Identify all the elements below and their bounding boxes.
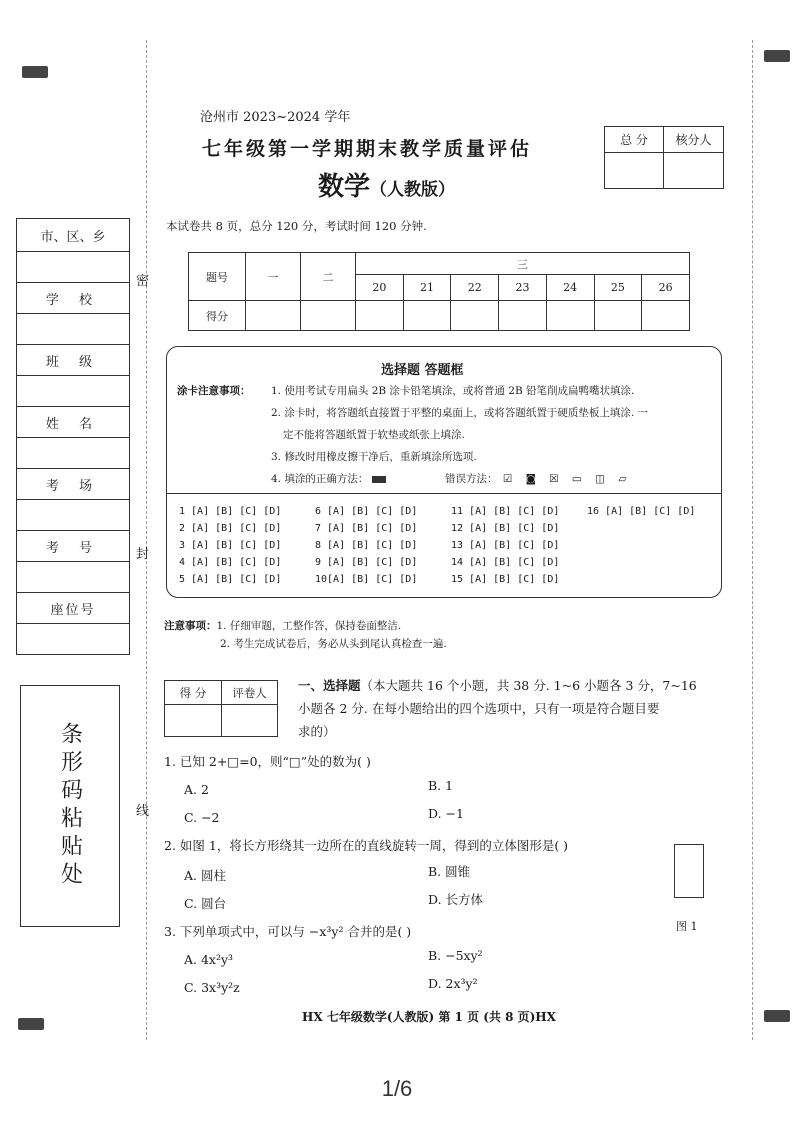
- defen-label: 得分: [189, 301, 246, 331]
- grader-box: [164, 680, 278, 737]
- field-school: 学 校: [17, 283, 129, 314]
- field-seat-input[interactable]: [17, 624, 129, 655]
- right-margin-line: [752, 40, 753, 1040]
- grader-reviewer-label: 评卷人: [222, 681, 278, 705]
- field-name-input[interactable]: [17, 438, 129, 469]
- bubble-row[interactable]: 5 [A] [B] [C] [D]: [179, 574, 282, 585]
- part2-label: 二: [301, 253, 356, 301]
- field-school-input[interactable]: [17, 314, 129, 345]
- field-region: 市、区、乡: [17, 219, 129, 252]
- exam-info: 本试卷共 8 页，总分 120 分，考试时间 120 分钟.: [166, 219, 427, 233]
- section1-line3: 求的）: [298, 724, 336, 739]
- q1-option-d[interactable]: D. −1: [428, 806, 464, 821]
- sub-25: 25: [594, 275, 642, 301]
- bubble-row[interactable]: 13 [A] [B] [C] [D]: [451, 540, 560, 551]
- registration-mark: [764, 50, 790, 62]
- barcode-area: [20, 685, 120, 927]
- bubble-row[interactable]: 12 [A] [B] [C] [D]: [451, 523, 560, 534]
- q2-option-c[interactable]: C. 圆台: [184, 896, 227, 911]
- bubble-row[interactable]: 3 [A] [B] [C] [D]: [179, 540, 282, 551]
- city-year: 沧州市 2023~2024 学年: [200, 110, 351, 125]
- rule-4-text: 4. 填涂的正确方法：: [271, 473, 369, 485]
- wrong-slash-icon: ▱: [618, 473, 627, 485]
- rule-3: 3. 修改时用橡皮擦干净后，重新填涂所选项.: [271, 451, 477, 463]
- question-2: 2. 如图 1，将长方形绕其一边所在的直线旋转一周，得到的立体图形是( ): [164, 838, 569, 853]
- bubble-col-2: [315, 503, 417, 588]
- score-cell[interactable]: [499, 301, 547, 331]
- figure-1-rectangle: [674, 844, 704, 898]
- bubble-row[interactable]: 1 [A] [B] [C] [D]: [179, 506, 282, 517]
- bubble-col-1: [179, 503, 281, 588]
- q3-option-d[interactable]: D. 2x³y²: [428, 976, 478, 991]
- score-cell[interactable]: [451, 301, 499, 331]
- figure-1-label: 图 1: [676, 920, 698, 933]
- question-1: 1. 已知 2+□=0，则“□”处的数为( ): [164, 754, 371, 769]
- q3-option-c[interactable]: C. 3x³y²z: [184, 980, 240, 995]
- bubble-row[interactable]: 4 [A] [B] [C] [D]: [179, 557, 282, 568]
- grader-reviewer-input[interactable]: [222, 705, 278, 737]
- correct-fill-sample: [372, 476, 386, 483]
- section1-line2: 小题各 2 分. 在每小题给出的四个选项中，只有一项是符合题目要: [298, 701, 660, 716]
- score-cell[interactable]: [546, 301, 594, 331]
- answer-box-divider: [167, 493, 721, 494]
- note-1: 1. 仔细审题，工整作答，保持卷面整洁.: [216, 620, 402, 632]
- field-class: 班 级: [17, 345, 129, 376]
- bubble-row[interactable]: 6 [A] [B] [C] [D]: [315, 506, 418, 517]
- bubble-row[interactable]: 10[A] [B] [C] [D]: [315, 574, 418, 585]
- notes-label: 注意事项：: [164, 620, 217, 632]
- answer-box-rule-label: 涂卡注意事项：: [177, 385, 251, 397]
- q2-option-a[interactable]: A. 圆柱: [184, 868, 226, 883]
- section1-head: 一、选择题: [298, 678, 361, 693]
- grader-score-input[interactable]: [165, 705, 222, 737]
- bubble-row[interactable]: 8 [A] [B] [C] [D]: [315, 540, 418, 551]
- score-cell[interactable]: [403, 301, 451, 331]
- score-cell[interactable]: [356, 301, 404, 331]
- wrong-label: 错误方法：: [445, 473, 498, 485]
- bubble-row[interactable]: 14 [A] [B] [C] [D]: [451, 557, 560, 568]
- seal-char-feng: 封: [136, 547, 150, 562]
- bubble-col-3: [451, 503, 559, 588]
- edition: （人教版）: [370, 180, 456, 200]
- field-exam-room-input[interactable]: [17, 500, 129, 531]
- q1-option-a[interactable]: A. 2: [184, 782, 209, 797]
- bubble-row[interactable]: 15 [A] [B] [C] [D]: [451, 574, 560, 585]
- score-cell[interactable]: [301, 301, 356, 331]
- subject-title: [318, 166, 455, 203]
- q3-option-b[interactable]: B. −5xy²: [428, 948, 483, 963]
- field-name: 姓 名: [17, 407, 129, 438]
- score-cell[interactable]: [246, 301, 301, 331]
- q1-option-c[interactable]: C. −2: [184, 810, 220, 825]
- sub-20: 20: [356, 275, 404, 301]
- wrong-bracket-icon: ◫: [595, 473, 606, 485]
- seal-line: [146, 40, 147, 1040]
- notes: [164, 616, 401, 636]
- registration-mark: [18, 1018, 44, 1030]
- grader-score-label: 得 分: [165, 681, 222, 705]
- field-exam-room: 考 场: [17, 469, 129, 500]
- rule-4: [271, 469, 386, 489]
- q1-option-b[interactable]: B. 1: [428, 778, 454, 793]
- section1-line1: [298, 676, 697, 694]
- q2-option-b[interactable]: B. 圆锥: [428, 864, 471, 879]
- part1-label: 一: [246, 253, 301, 301]
- bubble-row[interactable]: 9 [A] [B] [C] [D]: [315, 557, 418, 568]
- bubble-row[interactable]: 16 [A] [B] [C] [D]: [587, 506, 696, 517]
- bubble-row[interactable]: 2 [A] [B] [C] [D]: [179, 523, 282, 534]
- barcode-label: 条形码粘贴处: [57, 722, 83, 890]
- student-info-panel: [16, 218, 130, 655]
- seal-char-xian: 线: [136, 804, 150, 819]
- sub-21: 21: [403, 275, 451, 301]
- bubble-row[interactable]: 11 [A] [B] [C] [D]: [451, 506, 560, 517]
- sub-26: 26: [642, 275, 690, 301]
- rule-1: 1. 使用考试专用扁头 2B 涂卡铅笔填涂，或将普通 2B 铅笔削成扁鸭嘴状填涂.: [271, 385, 635, 397]
- score-cell[interactable]: [642, 301, 690, 331]
- field-class-input[interactable]: [17, 376, 129, 407]
- section1-desc1: （本大题共 16 个小题，共 38 分. 1~6 小题各 3 分，7~16: [360, 678, 697, 693]
- total-score-box: [604, 126, 724, 189]
- note-2: 2. 考生完成试卷后，务必从头到尾认真检查一遍.: [220, 638, 447, 650]
- field-seat: 座位号: [17, 593, 129, 624]
- field-exam-number-input[interactable]: [17, 562, 129, 593]
- total-label: 总 分: [605, 127, 664, 153]
- field-exam-number: 考 号: [17, 531, 129, 562]
- wrong-methods: [445, 469, 627, 489]
- reviewer-input[interactable]: [664, 153, 724, 189]
- score-cell[interactable]: [594, 301, 642, 331]
- registration-mark: [764, 1010, 790, 1022]
- field-region-input[interactable]: [17, 252, 129, 283]
- rule-2-cont: 定不能将答题纸置于软垫或纸张上填涂.: [283, 429, 465, 441]
- answer-box-title: 选择题 答题框: [381, 363, 464, 378]
- total-input[interactable]: [605, 153, 664, 189]
- tihao-label: 题号: [189, 253, 246, 301]
- score-table: [188, 252, 690, 331]
- answer-sheet-box: [166, 346, 722, 598]
- subject-name: 数学: [318, 172, 371, 202]
- q3-option-a[interactable]: A. 4x²y³: [184, 952, 234, 967]
- wrong-check-icon: ☑: [502, 473, 513, 485]
- bubble-col-4: [587, 503, 695, 520]
- reviewer-label: 核分人: [664, 127, 724, 153]
- page-footer: HX 七年级数学(人教版) 第 1 页 (共 8 页)HX: [302, 1010, 556, 1024]
- part3-label: 三: [356, 253, 690, 275]
- sub-22: 22: [451, 275, 499, 301]
- q2-option-d[interactable]: D. 长方体: [428, 892, 484, 907]
- seal-char-mi: 密: [136, 274, 150, 289]
- registration-mark: [22, 66, 48, 78]
- question-3: 3. 下列单项式中，可以与 −x³y² 合并的是( ): [164, 924, 412, 939]
- page-indicator: 1/6: [381, 1076, 413, 1101]
- exam-title: 七年级第一学期期末教学质量评估: [202, 138, 533, 160]
- sub-23: 23: [499, 275, 547, 301]
- bubble-row[interactable]: 7 [A] [B] [C] [D]: [315, 523, 418, 534]
- wrong-cross-icon: ☒: [549, 473, 559, 485]
- rule-2: 2. 涂卡时，将答题纸直接置于平整的桌面上，或将答题纸置于硬质垫板上填涂. 一: [271, 407, 649, 419]
- wrong-partial-icon: ▭: [571, 473, 582, 485]
- sub-24: 24: [546, 275, 594, 301]
- wrong-dot-icon: ◙: [525, 473, 536, 485]
